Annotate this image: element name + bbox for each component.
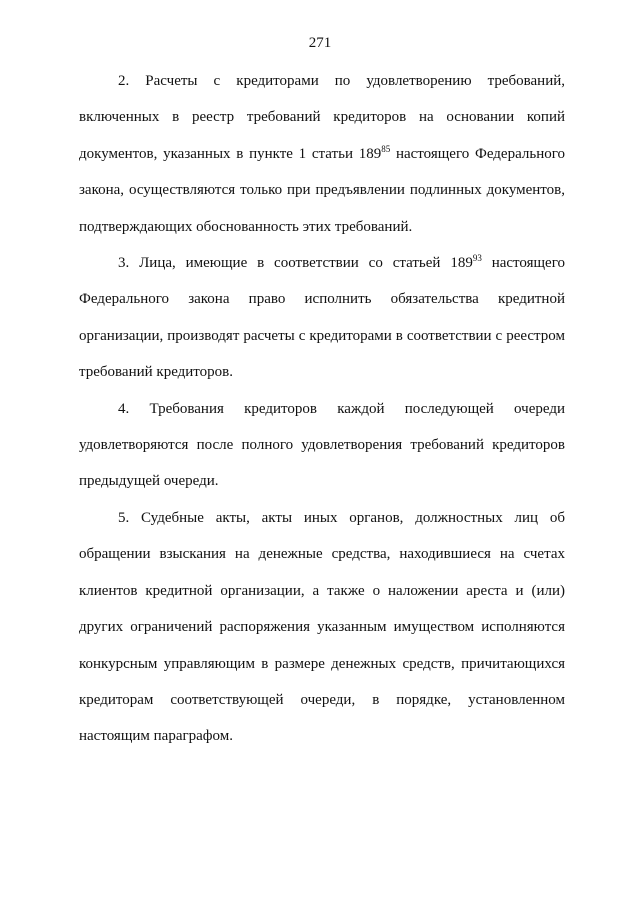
paragraph-5: 5. Судебные акты, акты иных органов, должностных лиц об обращении взыскания на денежные средства, находившиеся на счетах клиентов кредитной организации, а также о наложении ареста и (или) других ограничений распоряжения указанным имуществом исполняются конкурсным управляющим в размере денежных средств, причитающихся кредиторам соответствующей очереди, в порядке, установленном настоящим параграфом.: [79, 509, 565, 745]
paragraph-2-text-end: настоящего Федерального закона, осуществляются только при предъявлении подлинных документов, подтверждающих обоснованность этих требований.: [79, 145, 565, 235]
paragraph-3: [79, 245, 565, 391]
page-number: 271: [308, 35, 332, 51]
paragraph-2: [79, 63, 565, 245]
paragraph-3-text-end: настоящего Федерального закона право исполнить обязательства кредитной организации, производят расчеты с кредиторами в соответствии с реестром требований кредиторов.: [79, 255, 565, 381]
article-superscript-93: 93: [472, 253, 482, 264]
paragraph-3-text-start: 3. Лица, имеющие в соответствии со статьей 189: [118, 255, 473, 272]
paragraph-4: 4. Требования кредиторов каждой последующей очереди удовлетворяются после полного удовлетворения требований кредиторов предыдущей очереди.: [79, 400, 565, 490]
paragraph-2-text-start: 2. Расчеты с кредиторами по удовлетворению требований, включенных в реестр требований кредиторов на основании копий документов, указанных в пункте 1 статьи 189: [79, 73, 565, 162]
document-body: [79, 63, 565, 755]
article-superscript-85: 85: [381, 143, 391, 154]
